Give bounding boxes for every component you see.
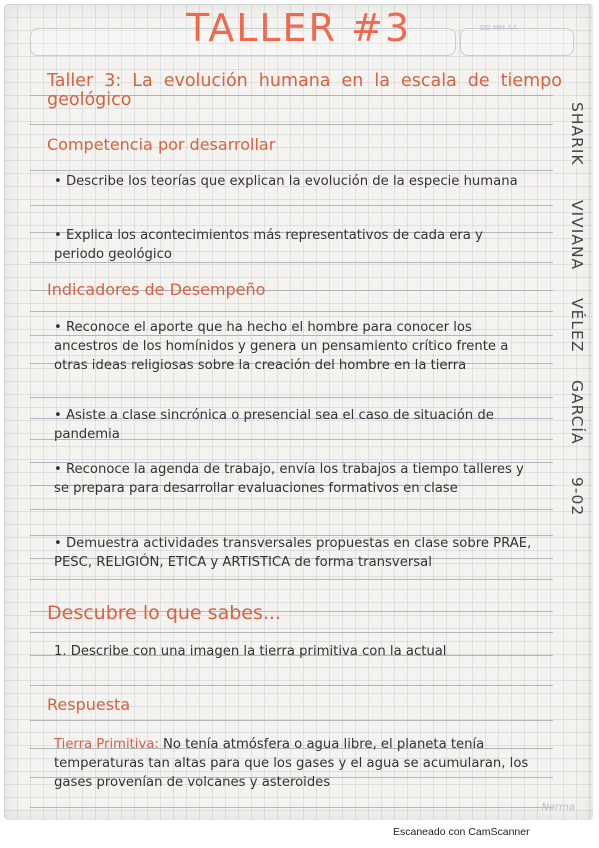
- notebook-page: [4, 4, 593, 820]
- competencia-item-2: • Explica los acontecimientos más representativos de cada era y periodo geológico: [54, 228, 483, 262]
- ruled-line: [30, 579, 553, 580]
- date-hint-labels: DD MM AA: [480, 24, 518, 32]
- ruled-line: [30, 509, 553, 510]
- respuesta-heading: Respuesta: [47, 695, 131, 714]
- name-part-1: SHARIK: [568, 102, 586, 166]
- ruled-line: [30, 632, 553, 633]
- descubre-heading: Descubre lo que sabes...: [47, 602, 281, 624]
- ruled-line: [30, 397, 553, 398]
- indicador-item-2: • Asiste a clase sincrónica o presencial sea el caso de situación de pandemia: [54, 408, 494, 442]
- page-title: TALLER #3: [185, 6, 412, 50]
- competencia-heading: Competencia por desarrollar: [47, 135, 276, 154]
- name-part-5: 9-02: [568, 476, 586, 516]
- respuesta-body: No tenía atmósfera o agua libre, el planeta tenía temperaturas tan altas para que los gases y el agua se acumularan, los gases provenían de volcanes y asteroides: [54, 737, 529, 790]
- respuesta-label: Tierra Primitiva:: [54, 737, 159, 752]
- ruled-line: [30, 170, 553, 171]
- ruled-line: [30, 720, 553, 721]
- competencia-item-1: • Describe los teorías que explican la evolución de la especie humana: [54, 174, 518, 189]
- indicador-item-4: • Demuestra actividades transversales propuestas en clase sobre PRAE, PESC, RELIGIÓN, ETICA y ARTISTICA de forma transversal: [54, 536, 532, 570]
- descubre-question: 1. Describe con una imagen la tierra primitiva con la actual: [54, 644, 447, 659]
- indicador-item-1: • Reconoce el aporte que ha hecho el hombre para conocer los ancestros de los homínidos y genera un pensamiento crítico frente a otras ideas religiosas sobre la creación del hombre en la tierra: [54, 320, 509, 373]
- name-part-2: VIVIANA: [568, 199, 586, 270]
- ruled-line: [30, 685, 553, 686]
- ruled-line: [30, 311, 553, 312]
- indicador-item-3: • Reconoce la agenda de trabajo, envía los trabajos a tiempo talleres y se prepara para desarrollar evaluaciones formativos en clase: [54, 462, 524, 496]
- ruled-line: [30, 807, 553, 808]
- student-name-vertical: [560, 102, 586, 516]
- respuesta-text: [54, 735, 532, 792]
- scanner-footer: Escaneado con CamScanner: [393, 826, 530, 838]
- ruled-line: [30, 205, 553, 206]
- workshop-title: Taller 3: La evolución humana en la escala de tiempo geológico: [47, 71, 562, 110]
- name-part-3: VÉLEZ: [568, 297, 586, 353]
- indicadores-heading: Indicadores de Desempeño: [47, 280, 266, 299]
- name-part-4: GARCÍA: [568, 380, 586, 445]
- ruled-line: [30, 124, 553, 125]
- brand-watermark: Norma: [541, 802, 575, 813]
